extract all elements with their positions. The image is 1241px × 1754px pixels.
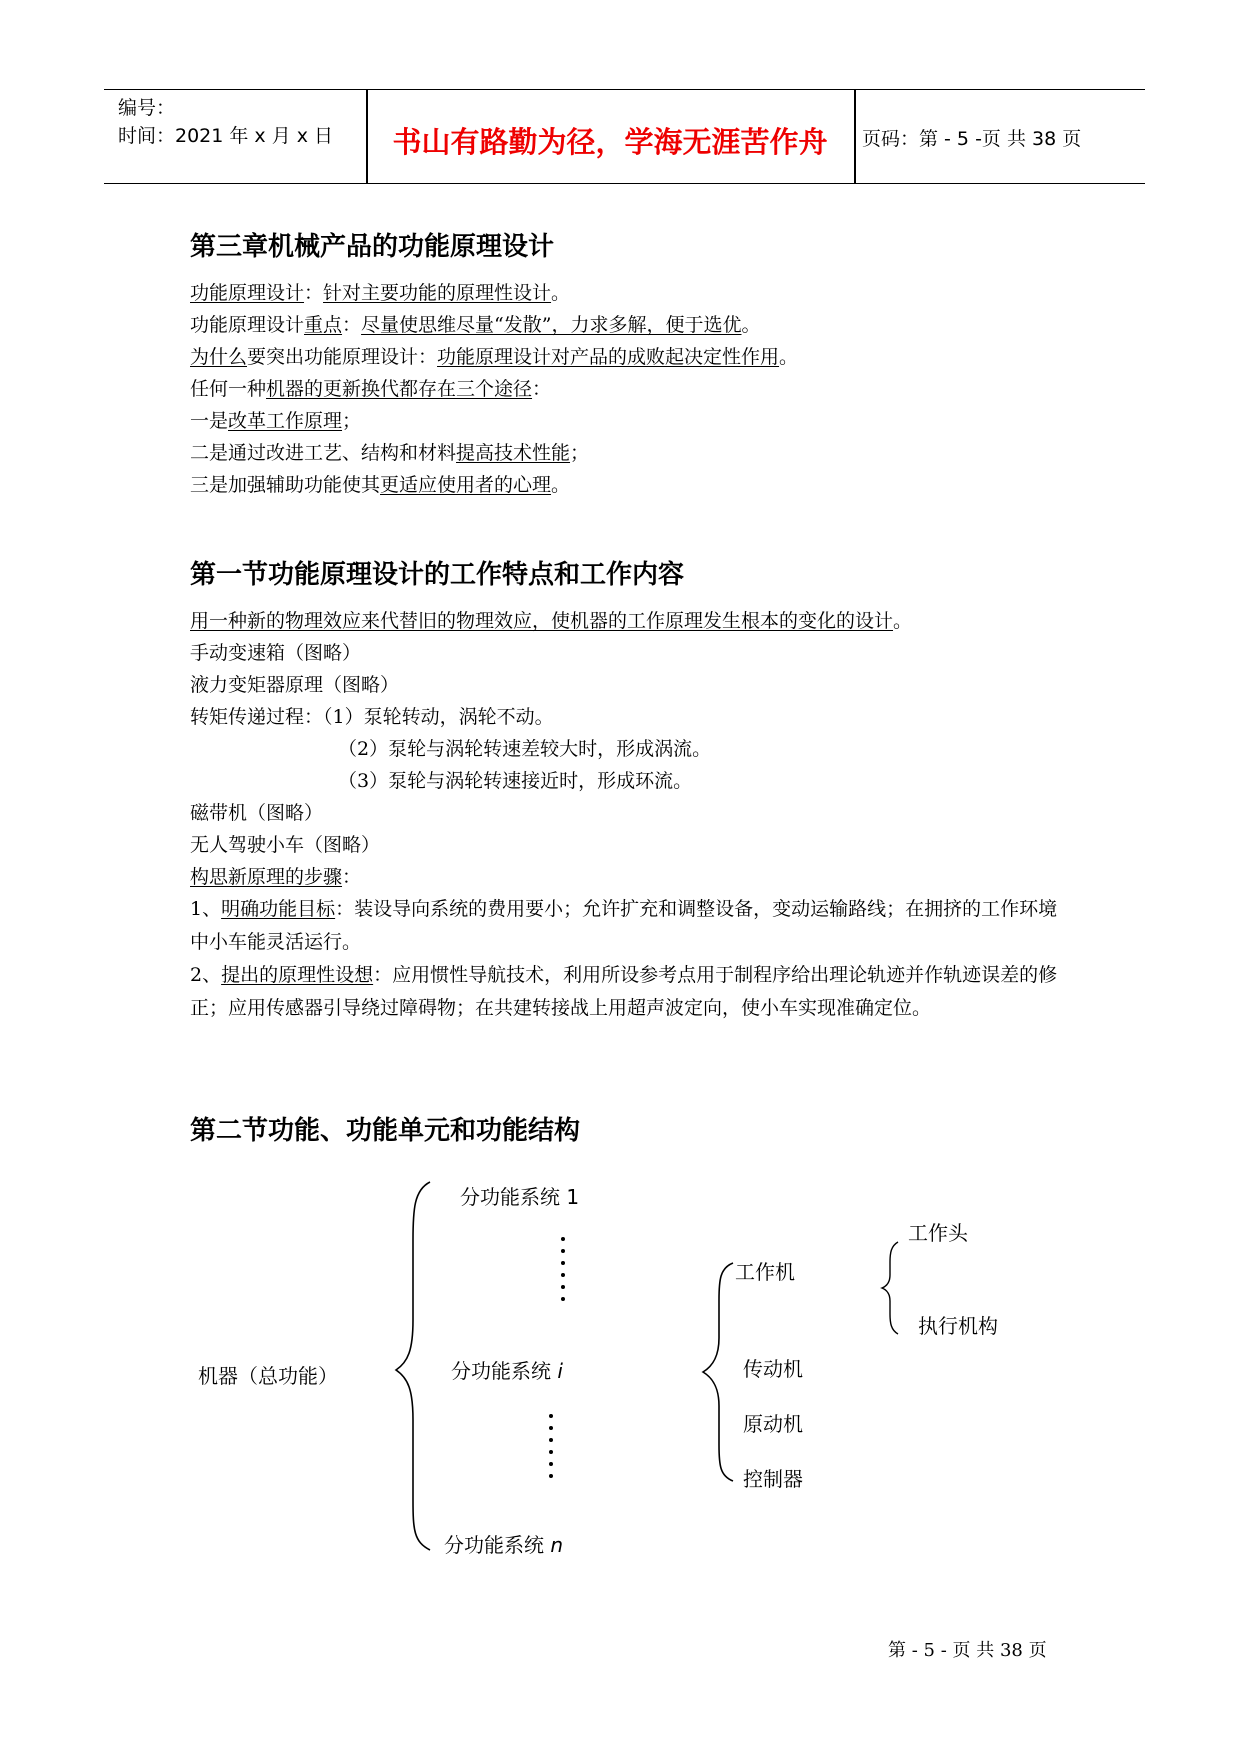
middle-brace xyxy=(703,1263,733,1481)
chapter-title: 第三章机械产品的功能原理设计 xyxy=(190,232,555,262)
list-number: 1、 xyxy=(190,898,222,920)
left-brace xyxy=(396,1182,430,1550)
subfunction-i xyxy=(451,1355,563,1384)
paragraph: （3）泵轮与涡轮转速接近时，形成环流。 xyxy=(338,770,693,792)
text: ； xyxy=(570,442,590,464)
text: 。 xyxy=(551,474,571,496)
term: 构思新原理的步骤 xyxy=(190,866,343,888)
list-number: 2、 xyxy=(190,964,222,986)
subfunction-index: 1 xyxy=(566,1185,580,1209)
text: 。 xyxy=(551,282,571,304)
subfunction-n xyxy=(444,1529,563,1558)
text: 一是 xyxy=(190,410,229,432)
paragraph xyxy=(190,277,570,309)
ellipsis-dots xyxy=(549,1414,553,1486)
text: ： xyxy=(304,282,324,304)
paragraph xyxy=(190,341,798,373)
time-label: 时间：2021 年 x 月 x 日 xyxy=(118,125,334,147)
prime-mover: 原动机 xyxy=(743,1412,803,1436)
paragraph xyxy=(190,469,570,501)
text: 要突出功能原理设计： xyxy=(247,346,438,368)
number-label: 编号： xyxy=(118,97,176,119)
text: ：装设导向系统的费用要小；允许扩充和调整设备，变动运输路线；在拥挤的工作环境中小车能灵活运行。 xyxy=(190,898,1058,953)
paragraph xyxy=(190,861,361,893)
term: 改革工作原理 xyxy=(228,410,343,432)
term: 明确功能目标 xyxy=(221,898,336,920)
list-item xyxy=(190,959,1060,1025)
subfunction-label: 分功能系统 xyxy=(444,1533,544,1557)
text: 。 xyxy=(741,314,761,336)
term: 重点 xyxy=(304,314,343,336)
text: ： xyxy=(342,314,362,336)
work-head: 工作头 xyxy=(908,1221,968,1245)
paragraph xyxy=(190,373,551,405)
term: 提出的原理性设想 xyxy=(221,964,374,986)
paragraph: 液力变矩器原理（图略） xyxy=(190,674,400,696)
work-machine: 工作机 xyxy=(735,1260,795,1284)
subfunction-index: n xyxy=(550,1533,564,1557)
subfunction-1 xyxy=(460,1181,579,1210)
paragraph xyxy=(190,605,912,637)
header-page-label: 页码：第 - 5 -页 共 38 页 xyxy=(862,128,1082,150)
definition: 功能原理设计对产品的成败起决定性作用 xyxy=(437,346,780,368)
term: 机器的更新换代都存在三个途径 xyxy=(266,378,533,400)
ellipsis-dots xyxy=(561,1237,565,1309)
text: ： xyxy=(532,378,552,400)
controller: 控制器 xyxy=(743,1467,803,1491)
actuator: 执行机构 xyxy=(918,1314,998,1338)
subfunction-index: i xyxy=(557,1359,563,1383)
page-footer: 第 - 5 - 页 共 38 页 xyxy=(888,1640,1047,1661)
section-title: 第二节功能、功能单元和功能结构 xyxy=(190,1116,581,1146)
text: 。 xyxy=(779,346,799,368)
definition: 用一种新的物理效应来代替旧的物理效应，使机器的工作原理发生根本的变化的设计 xyxy=(190,610,894,632)
paragraph xyxy=(190,437,589,469)
section-title: 第一节功能原理设计的工作特点和工作内容 xyxy=(190,560,685,590)
paragraph xyxy=(190,405,361,437)
text: 任何一种 xyxy=(190,378,267,400)
text: ： xyxy=(342,866,362,888)
header-divider xyxy=(854,90,856,183)
text: 。 xyxy=(893,610,913,632)
right-brace xyxy=(882,1242,898,1334)
header-left xyxy=(118,94,333,150)
paragraph: 转矩传递过程：（1）泵轮转动，涡轮不动。 xyxy=(190,706,554,728)
subfunction-label: 分功能系统 xyxy=(451,1359,551,1383)
paragraph: 磁带机（图略） xyxy=(190,802,324,824)
paragraph: 无人驾驶小车（图略） xyxy=(190,834,381,856)
definition: 尽量使思维尽量“发散”，力求多解，便于选优 xyxy=(361,314,742,336)
list-item xyxy=(190,893,1060,959)
term: 更适应使用者的心理 xyxy=(380,474,552,496)
subfunction-label: 分功能系统 xyxy=(460,1185,560,1209)
machine-total-function: 机器（总功能） xyxy=(198,1364,338,1388)
text: ； xyxy=(342,410,362,432)
term: 功能原理设计 xyxy=(190,282,305,304)
paragraph: 手动变速箱（图略） xyxy=(190,642,362,664)
header-motto: 书山有路勤为径，学海无涯苦作舟 xyxy=(392,125,828,159)
text: ：应用惯性导航技术，利用所设参考点用于制程序给出理论轨迹并作轨迹误差的修正；应用传感器引导绕过障碍物；在共建转接战上用超声波定向，使小车实现准确定位。 xyxy=(190,964,1058,1019)
text: 二是通过改进工艺、结构和材料 xyxy=(190,442,457,464)
text: 功能原理设计 xyxy=(190,314,305,336)
page-header xyxy=(104,89,1145,184)
transmission: 传动机 xyxy=(743,1357,803,1381)
term: 提高技术性能 xyxy=(456,442,571,464)
paragraph xyxy=(190,309,761,341)
term: 为什么 xyxy=(190,346,248,368)
definition: 针对主要功能的原理性设计 xyxy=(323,282,552,304)
text: 三是加强辅助功能使其 xyxy=(190,474,381,496)
paragraph: （2）泵轮与涡轮转速差较大时，形成涡流。 xyxy=(338,738,712,760)
